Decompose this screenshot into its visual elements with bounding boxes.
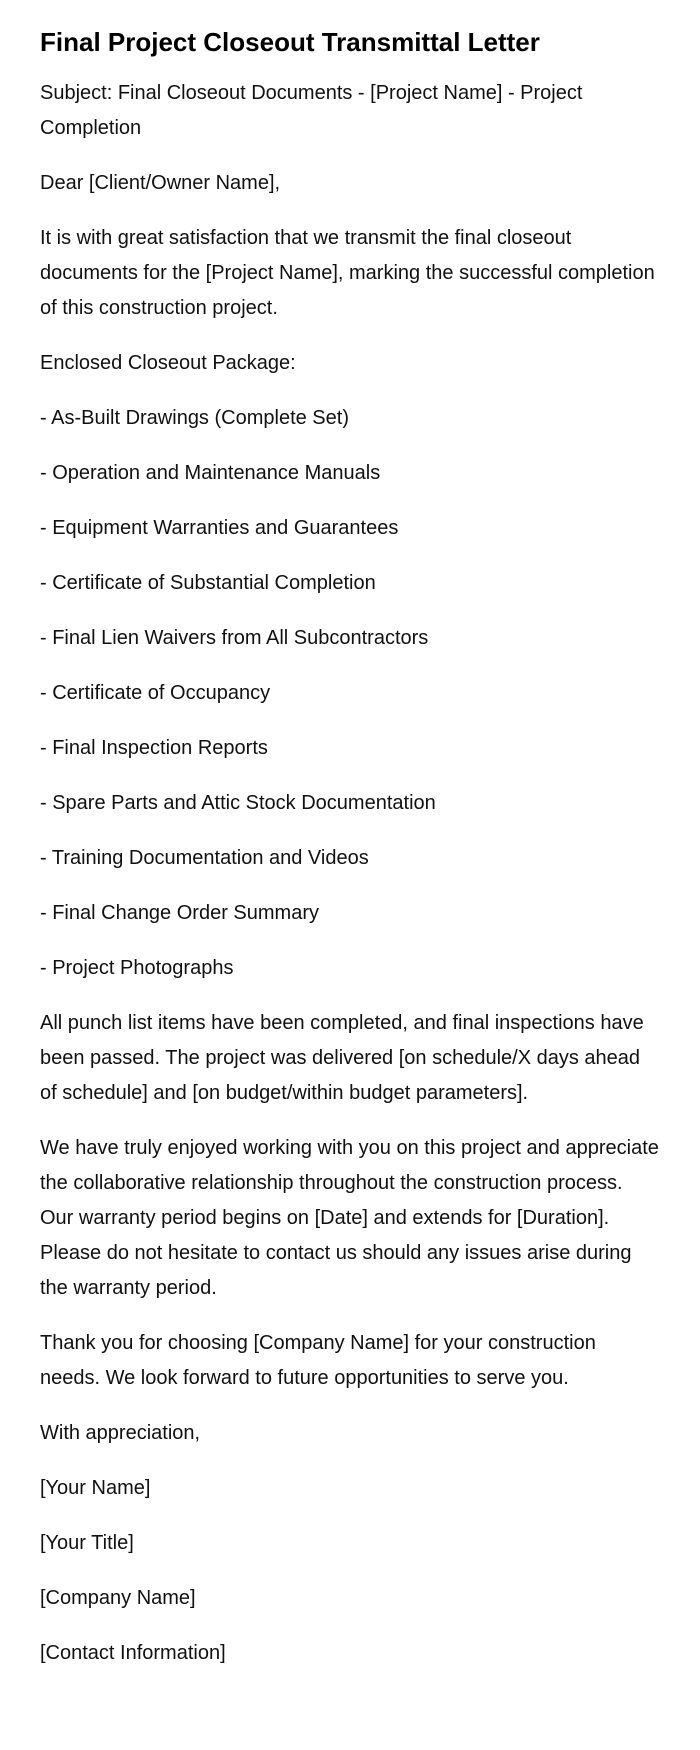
signature-contact: [Contact Information] [40, 1642, 226, 1664]
signature-company: [Company Name] [40, 1587, 196, 1609]
list-item: - Final Lien Waivers from All Subcontractors [40, 627, 429, 649]
list-item: - Certificate of Substantial Completion [40, 572, 376, 594]
list-item: - Equipment Warranties and Guarantees [40, 517, 399, 539]
list-item: - Training Documentation and Videos [40, 847, 369, 869]
list-item: - Certificate of Occupancy [40, 682, 271, 704]
list-item: - Final Change Order Summary [40, 902, 319, 924]
signature-block [40, 1471, 660, 1671]
package-heading: Enclosed Closeout Package: [40, 352, 296, 374]
list-item: - Project Photographs [40, 957, 234, 979]
warranty-paragraph: We have truly enjoyed working with you on this project and appreciate the collaborative relationship throughout the construction process. Our warranty period begins on [Date] and extends for [Duration]. Please do not hesitate to contact us should any issues arise during the warranty period. [40, 1137, 659, 1299]
list-item: - Spare Parts and Attic Stock Documentation [40, 792, 436, 814]
list-item: - Final Inspection Reports [40, 737, 268, 759]
signature-title: [Your Title] [40, 1532, 134, 1554]
package-list [40, 401, 660, 986]
subject-line: Subject: Final Closeout Documents - [Project Name] - Project Completion [40, 82, 583, 139]
thanks-paragraph: Thank you for choosing [Company Name] for your construction needs. We look forward to future opportunities to serve you. [40, 1332, 596, 1389]
list-item: - Operation and Maintenance Manuals [40, 462, 381, 484]
closing-line: With appreciation, [40, 1422, 201, 1444]
intro-paragraph: It is with great satisfaction that we transmit the final closeout documents for the [Project Name], marking the successful completion of this construction project. [40, 227, 655, 319]
completion-paragraph: All punch list items have been completed, and final inspections have been passed. The project was delivered [on schedule/X days ahead of schedule] and [on budget/within budget parameters]. [40, 1012, 644, 1104]
list-item: - As-Built Drawings (Complete Set) [40, 407, 349, 429]
signature-name: [Your Name] [40, 1477, 151, 1499]
page-title: Final Project Closeout Transmittal Letter [40, 27, 540, 57]
salutation: Dear [Client/Owner Name], [40, 172, 281, 194]
